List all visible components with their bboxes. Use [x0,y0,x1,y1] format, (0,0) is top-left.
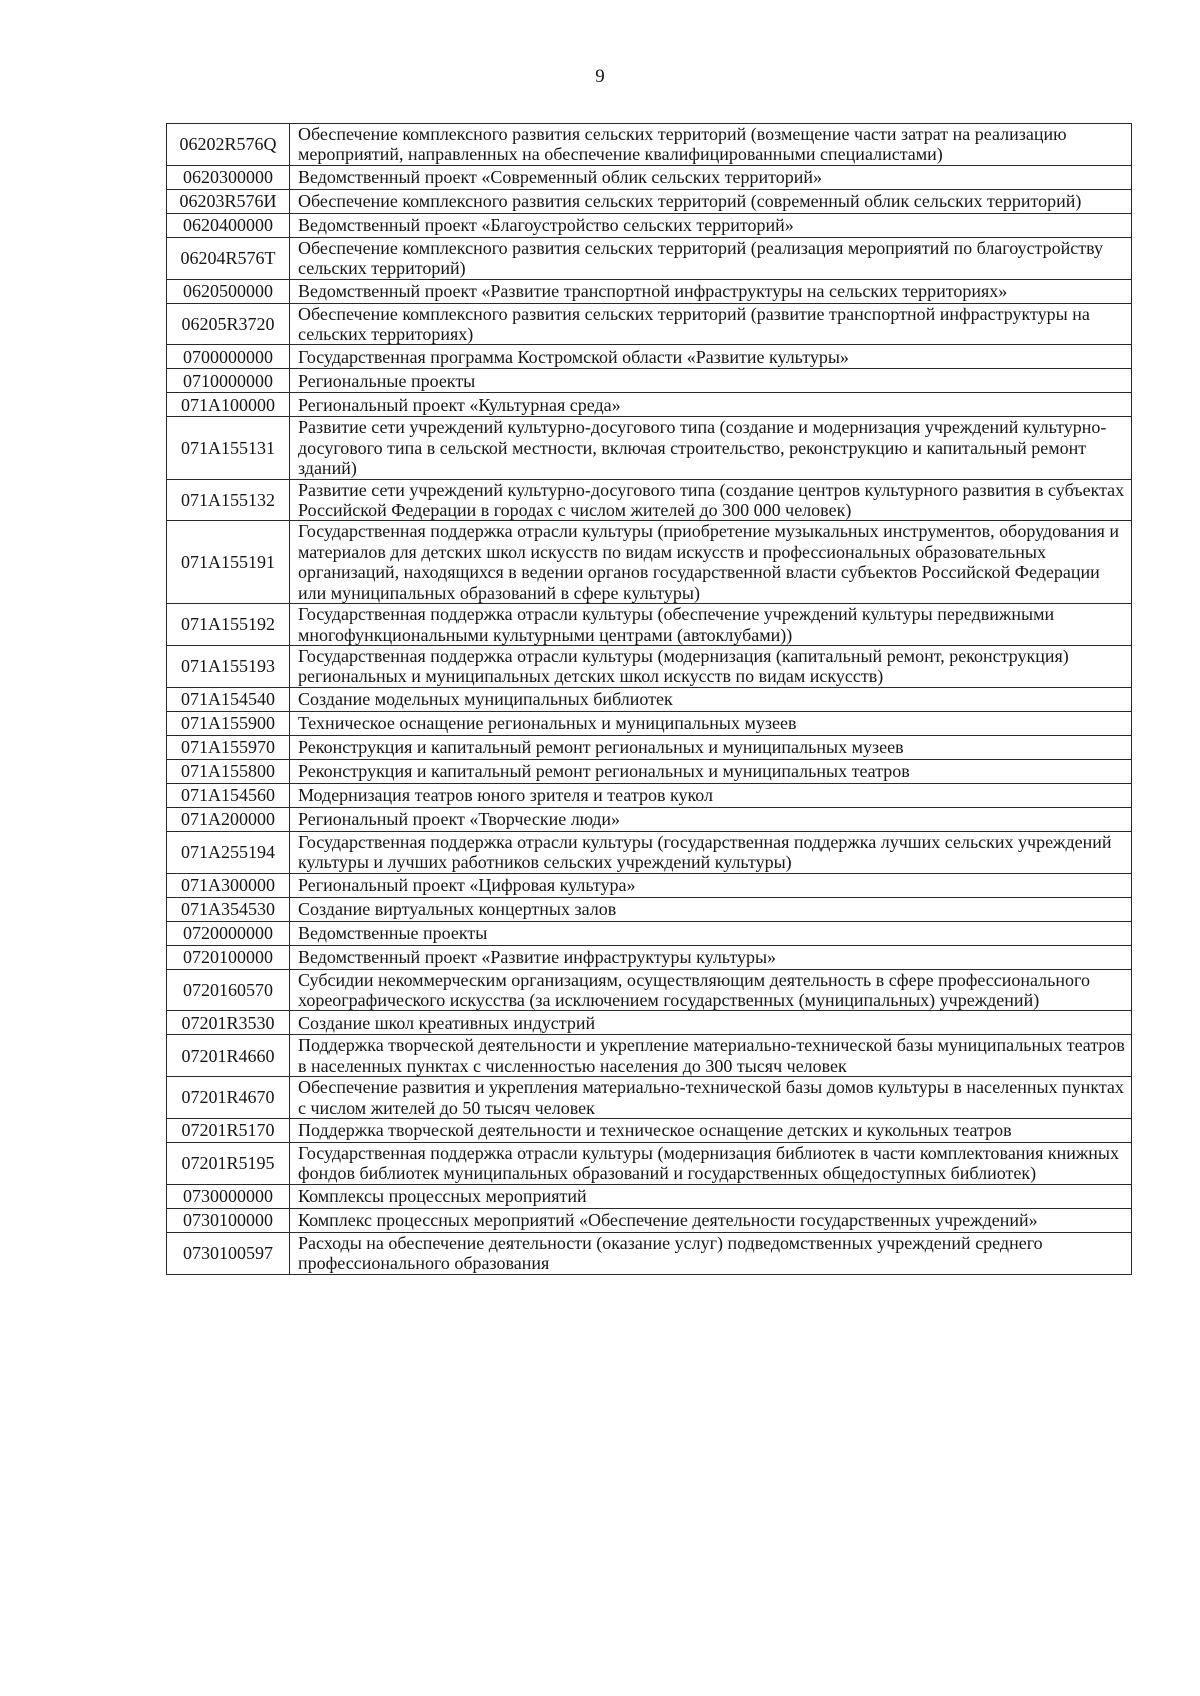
row-description: Создание школ креативных индустрий [290,1011,1132,1035]
table-row [167,237,1132,279]
table-row [167,783,1132,807]
table-row [167,687,1132,711]
row-code: 06202R576Q [167,124,290,166]
row-code: 0720160570 [167,969,290,1011]
row-description: Развитие сети учреждений культурно-досугового типа (создание и модернизация учреждений культурно-досугового типа в сельской местности, включая строительство, реконструкцию и капитальный ремонт зданий) [290,417,1132,479]
row-code: 071A155900 [167,711,290,735]
row-code: 071A154540 [167,687,290,711]
row-code: 0620400000 [167,213,290,237]
table-row [167,735,1132,759]
row-code: 0620300000 [167,165,290,189]
table-row [167,645,1132,687]
row-code: 0730100597 [167,1232,290,1274]
row-description: Субсидии некоммерческим организациям, осуществляющим деятельность в сфере профессионального хореографического искусства (за исключением государственных (муниципальных) учреждений) [290,969,1132,1011]
table-row [167,873,1132,897]
table-row [167,759,1132,783]
row-code: 0700000000 [167,345,290,369]
row-code: 071A155970 [167,735,290,759]
row-code: 071A155132 [167,479,290,521]
table-row [167,124,1132,166]
table-row [167,807,1132,831]
row-description: Ведомственный проект «Современный облик сельских территорий» [290,165,1132,189]
row-code: 0730100000 [167,1208,290,1232]
row-description: Поддержка творческой деятельности и техническое оснащение детских и кукольных театров [290,1118,1132,1142]
row-description: Государственная поддержка отрасли культуры (модернизация библиотек в части комплектования книжных фондов библиотек муниципальных образований и государственных общедоступных библиотек) [290,1142,1132,1184]
row-code: 071A200000 [167,807,290,831]
row-description: Реконструкция и капитальный ремонт региональных и муниципальных музеев [290,735,1132,759]
table-row [167,213,1132,237]
row-description: Обеспечение комплексного развития сельских территорий (реализация мероприятий по благоустройству сельских территорий) [290,237,1132,279]
row-description: Региональный проект «Культурная среда» [290,393,1132,417]
row-description: Региональные проекты [290,369,1132,393]
row-description: Региональный проект «Цифровая культура» [290,873,1132,897]
row-description: Ведомственный проект «Благоустройство сельских территорий» [290,213,1132,237]
row-code: 071A155192 [167,604,290,646]
table-row [167,303,1132,345]
row-code: 0720000000 [167,921,290,945]
row-description: Техническое оснащение региональных и муниципальных музеев [290,711,1132,735]
table-row [167,1077,1132,1119]
row-code: 07201R4670 [167,1077,290,1119]
table-row [167,711,1132,735]
row-description: Государственная поддержка отрасли культуры (обеспечение учреждений культуры передвижными многофункциональными культурными центрами (автоклубами)) [290,604,1132,646]
row-description: Развитие сети учреждений культурно-досугового типа (создание центров культурного развития в субъектах Российской Федерации в городах с числом жителей до 300 000 человек) [290,479,1132,521]
row-code: 071A155131 [167,417,290,479]
row-code: 071A155800 [167,759,290,783]
table-row [167,604,1132,646]
row-description: Ведомственные проекты [290,921,1132,945]
row-code: 071A255194 [167,831,290,873]
row-code: 06205R3720 [167,303,290,345]
row-description: Государственная поддержка отрасли культуры (приобретение музыкальных инструментов, оборудования и материалов для детских школ искусств по видам искусств и профессиональных образовательных организаций, находящихся в ведении органов государственной власти субъектов Российской Федерации или муниципальных образований в сфере культуры) [290,521,1132,604]
row-description: Реконструкция и капитальный ремонт региональных и муниципальных театров [290,759,1132,783]
row-description: Расходы на обеспечение деятельности (оказание услуг) подведомственных учреждений среднего профессионального образования [290,1232,1132,1274]
row-description: Государственная поддержка отрасли культуры (модернизация (капитальный ремонт, реконструкция) региональных и муниципальных детских школ искусств по видам искусств) [290,645,1132,687]
table-row [167,945,1132,969]
table-row [167,1118,1132,1142]
table-row [167,1184,1132,1208]
row-description: Ведомственный проект «Развитие инфраструктуры культуры» [290,945,1132,969]
row-description: Государственная поддержка отрасли культуры (государственная поддержка лучших сельских учреждений культуры и лучших работников сельских учреждений культуры) [290,831,1132,873]
row-description: Комплексы процессных мероприятий [290,1184,1132,1208]
row-code: 0620500000 [167,279,290,303]
page-number: 9 [595,66,605,87]
row-code: 071A155193 [167,645,290,687]
row-description: Ведомственный проект «Развитие транспортной инфраструктуры на сельских территориях» [290,279,1132,303]
table-row [167,165,1132,189]
row-code: 071A155191 [167,521,290,604]
row-description: Обеспечение комплексного развития сельских территорий (современный облик сельских территорий) [290,189,1132,213]
table-row [167,1208,1132,1232]
row-code: 0710000000 [167,369,290,393]
row-description: Обеспечение комплексного развития сельских территорий (возмещение части затрат на реализацию мероприятий, направленных на обеспечение квалифицированными специалистами) [290,124,1132,166]
table-row [167,521,1132,604]
table-row [167,189,1132,213]
row-description: Региональный проект «Творческие люди» [290,807,1132,831]
table-row [167,417,1132,479]
table-row [167,1142,1132,1184]
row-description: Обеспечение комплексного развития сельских территорий (развитие транспортной инфраструктуры на сельских территориях) [290,303,1132,345]
table-row [167,831,1132,873]
row-code: 071A354530 [167,897,290,921]
row-description: Создание виртуальных концертных залов [290,897,1132,921]
budget-classification-table [166,123,1132,1275]
row-description: Модернизация театров юного зрителя и театров кукол [290,783,1132,807]
row-description: Государственная программа Костромской области «Развитие культуры» [290,345,1132,369]
row-description: Поддержка творческой деятельности и укрепление материально-технической базы муниципальных театров в населенных пунктах с численностью населения до 300 тысяч человек [290,1035,1132,1077]
table-row [167,1232,1132,1274]
row-code: 071A100000 [167,393,290,417]
row-description: Обеспечение развития и укрепления материально-технической базы домов культуры в населенных пунктах с числом жителей до 50 тысяч человек [290,1077,1132,1119]
table-row [167,345,1132,369]
row-description: Комплекс процессных мероприятий «Обеспечение деятельности государственных учреждений» [290,1208,1132,1232]
table-row [167,1035,1132,1077]
row-description: Создание модельных муниципальных библиотек [290,687,1132,711]
table-row [167,897,1132,921]
row-code: 07201R5170 [167,1118,290,1142]
row-code: 07201R5195 [167,1142,290,1184]
row-code: 06203R576И [167,189,290,213]
row-code: 071A154560 [167,783,290,807]
table-row [167,921,1132,945]
row-code: 071A300000 [167,873,290,897]
table-row [167,479,1132,521]
row-code: 0720100000 [167,945,290,969]
row-code: 07201R3530 [167,1011,290,1035]
table-body [167,124,1132,1275]
table-row [167,393,1132,417]
row-code: 0730000000 [167,1184,290,1208]
table-row [167,969,1132,1011]
row-code: 06204R576T [167,237,290,279]
table-row [167,1011,1132,1035]
table-row [167,279,1132,303]
table-row [167,369,1132,393]
row-code: 07201R4660 [167,1035,290,1077]
